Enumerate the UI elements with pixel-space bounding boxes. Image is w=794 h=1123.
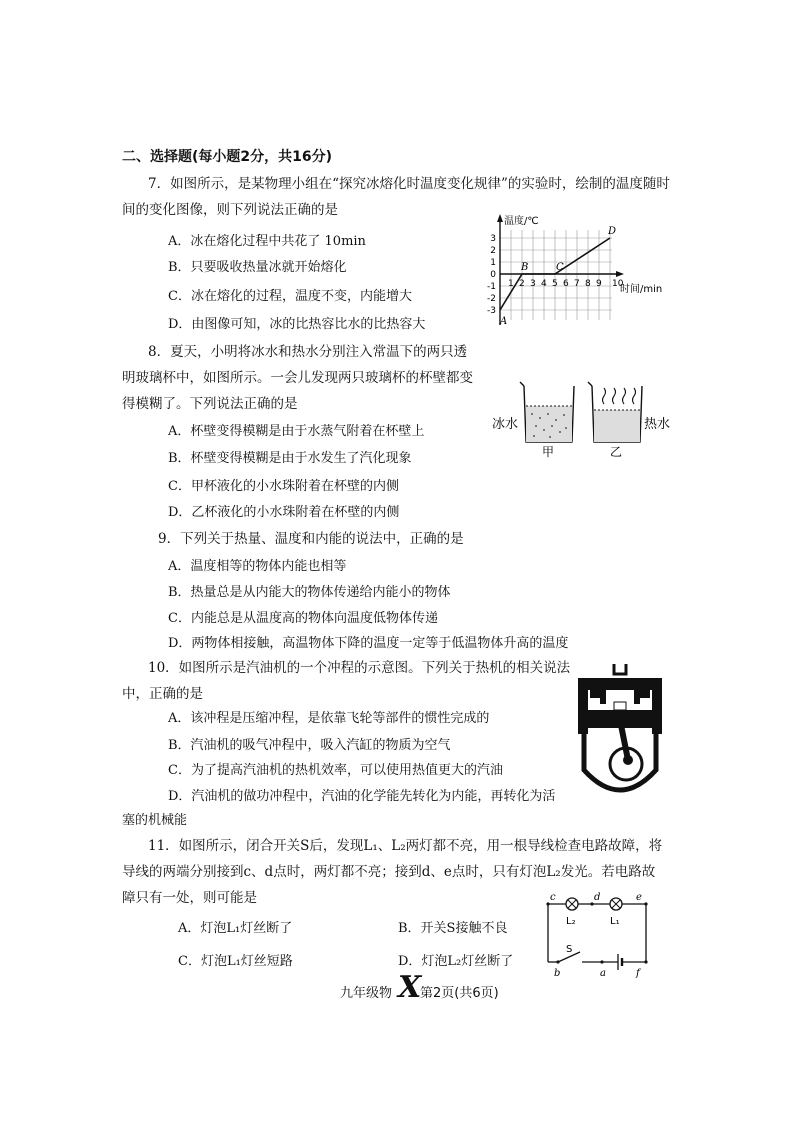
cup-jia — [520, 382, 574, 442]
cup-jia-label: 甲 — [542, 445, 555, 459]
point-c-label: C — [556, 262, 564, 273]
y-axis-label: 温度/℃ — [504, 216, 539, 227]
q11-stem-line2: 导线的两端分别接到c、d点时，两灯都不亮；接到d、e点时，只有灯泡L₂发光。若电路故 — [122, 864, 656, 880]
y-tick: -1 — [487, 282, 496, 292]
switch-label: S — [566, 944, 573, 955]
lamp-l2-icon — [566, 898, 578, 910]
q9-option-c: C．内能总是从温度高的物体向温度低物体传递 — [168, 611, 438, 626]
node-f-label: f — [636, 968, 640, 979]
spark-plug-icon — [614, 664, 626, 674]
node-a-label: a — [600, 968, 606, 979]
x-tick: 5 — [552, 279, 558, 289]
node-d-label: d — [594, 892, 601, 903]
q11-stem-line1: 11．如图所示，闭合开关S后，发现L₁、L₂两灯都不亮，用一根导线检查电路故障，将 — [148, 838, 663, 854]
footer-subject: 九年级物 — [340, 986, 393, 1001]
watermark-mark: X — [398, 970, 422, 1005]
q11-option-b: B．开关S接触不良 — [398, 921, 508, 936]
x-tick: 4 — [541, 279, 547, 289]
y-tick: 3 — [490, 234, 496, 244]
q8-option-c: C．甲杯液化的小水珠附着在杯壁的内侧 — [168, 479, 399, 494]
node-c-label: c — [550, 892, 556, 903]
engine-figure — [570, 660, 670, 800]
q7-option-c: C．冰在熔化的过程，温度不变，内能增大 — [168, 289, 412, 304]
lamp-l1-icon — [610, 898, 622, 910]
y-tick: -3 — [487, 306, 496, 316]
section-title: 二、选择题(每小题2分，共16分) — [122, 149, 333, 165]
battery-icon — [618, 954, 622, 970]
x-tick: 7 — [574, 279, 580, 289]
point-b-label: B — [521, 262, 529, 273]
melting-graph — [480, 210, 680, 335]
point-d-label: D — [608, 226, 617, 237]
q8-stem-line3: 得模糊了。下列说法正确的是 — [122, 396, 298, 412]
q9-option-a: A．温度相等的物体内能也相等 — [168, 559, 347, 574]
y-tick: -2 — [487, 294, 496, 304]
hot-water-label: 热水 — [644, 417, 671, 432]
node-e-label: e — [636, 892, 642, 903]
y-tick: 1 — [490, 258, 496, 268]
q8-option-b: B．杯壁变得模糊是由于水发生了汽化现象 — [168, 451, 412, 466]
x-tick: 10 — [612, 279, 624, 289]
q9-stem: 9．下列关于热量、温度和内能的说法中，正确的是 — [158, 531, 464, 547]
point-a-label: A — [500, 316, 508, 327]
circuit-diagram — [540, 890, 660, 980]
steam-icon — [603, 388, 636, 404]
q7-option-a: A．冰在熔化过程中共花了 10min — [168, 234, 366, 249]
x-axis-label: 时间/min — [620, 284, 663, 295]
ice-water-label: 冰水 — [492, 417, 519, 432]
footer-page: 第2页(共6页) — [420, 986, 499, 1001]
cups-figure — [490, 380, 680, 460]
cup-yi-label: 乙 — [610, 445, 623, 459]
q7-stem-line2: 间的变化图像，则下列说法正确的是 — [122, 202, 338, 218]
q11-option-c: C．灯泡L₁灯丝短路 — [178, 954, 293, 969]
x-tick: 6 — [563, 279, 569, 289]
q10-option-a: A．该冲程是压缩冲程，是依靠飞轮等部件的惯性完成的 — [168, 711, 490, 726]
q10-option-d-continued: 塞的机械能 — [122, 813, 188, 828]
q10-option-d: D．汽油机的做功冲程中，汽油的化学能先转化为内能，再转化为活 — [168, 789, 556, 804]
q7-stem-line1: 7．如图所示，是某物理小组在“探究冰熔化时温度变化规律”的实验时，绘制的温度随时 — [148, 176, 670, 192]
x-tick: 3 — [530, 279, 536, 289]
q9-option-d: D．两物体相接触，高温物体下降的温度一定等于低温物体升高的温度 — [168, 636, 569, 651]
q8-option-a: A．杯壁变得模糊是由于水蒸气附着在杯壁上 — [168, 424, 425, 439]
x-tick: 8 — [585, 279, 591, 289]
node-b-label: b — [554, 968, 561, 979]
q10-stem-line1: 10．如图所示是汽油机的一个冲程的示意图。下列关于热机的相关说法 — [148, 660, 571, 676]
q7-option-d: D．由图像可知，冰的比热容比水的比热容大 — [168, 317, 426, 332]
q8-stem-line1: 8．夏天，小明将冰水和热水分别注入常温下的两只透 — [148, 344, 468, 360]
x-tick: 1 — [508, 279, 514, 289]
q8-option-d: D．乙杯液化的小水珠附着在杯壁的内侧 — [168, 505, 400, 520]
y-tick: 0 — [490, 270, 496, 280]
y-tick: 2 — [490, 246, 496, 256]
q7-option-b: B．只要吸收热量冰就开始熔化 — [168, 260, 347, 275]
q8-stem-line2: 明玻璃杯中，如图所示。一会儿发现两只玻璃杯的杯壁都变 — [122, 370, 473, 386]
q11-option-d: D．灯泡L₂灯丝断了 — [398, 954, 514, 969]
lamp-l1-label: L₁ — [610, 916, 620, 927]
q9-option-b: B．热量总是从内能大的物体传递给内能小的物体 — [168, 585, 451, 600]
q11-stem-line3: 障只有一处，则可能是 — [122, 890, 257, 906]
x-tick: 2 — [519, 279, 525, 289]
lamp-l2-label: L₂ — [566, 916, 576, 927]
q10-option-b: B．汽油机的吸气冲程中，吸入汽缸的物质为空气 — [168, 738, 451, 753]
cup-yi — [588, 382, 642, 442]
q11-option-a: A．灯泡L₁灯丝断了 — [178, 921, 293, 936]
q10-stem-line2: 中，正确的是 — [122, 686, 203, 702]
q10-option-c: C．为了提高汽油机的热机效率，可以使用热值更大的汽油 — [168, 763, 503, 778]
x-tick: 9 — [596, 279, 602, 289]
